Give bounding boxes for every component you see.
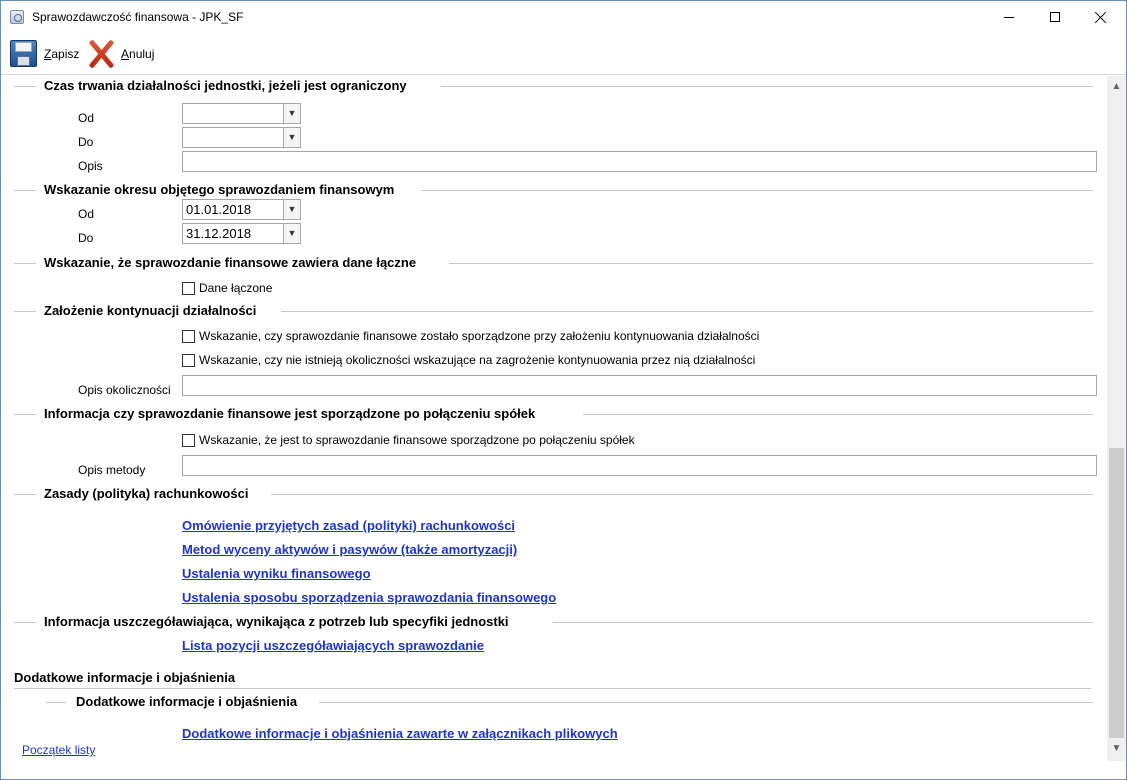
period-from-combo[interactable]: 01.01.2018 ▼: [182, 199, 301, 220]
minimize-icon: [1004, 17, 1014, 18]
policy-link-valuation[interactable]: Metod wyceny aktywów i pasywów (także amortyzacji): [182, 542, 518, 557]
chevron-down-icon[interactable]: ▼: [283, 224, 300, 243]
additional-heading: Dodatkowe informacje i objaśnienia: [14, 670, 236, 685]
maximize-button[interactable]: [1032, 1, 1078, 33]
chevron-down-icon[interactable]: ▼: [283, 128, 300, 147]
duration-desc-label: Opis: [78, 159, 103, 173]
continuation-checkbox-1[interactable]: [182, 330, 195, 343]
period-to-combo[interactable]: 31.12.2018 ▼: [182, 223, 301, 244]
section-title: Zasady (polityka) rachunkowości: [44, 486, 258, 501]
section-title: Czas trwania działalności jednostki, jeżeli jest ograniczony: [44, 78, 417, 93]
save-label: Zapisz: [44, 47, 80, 61]
policy-link-preparation[interactable]: Ustalenia sposobu sporządzenia sprawozdania finansowego: [182, 590, 557, 605]
chevron-down-icon[interactable]: ▼: [283, 200, 300, 219]
checkbox-label: Dane łączone: [199, 281, 273, 295]
section-specific: [1, 614, 1107, 630]
continuation-desc-label: Opis okoliczności: [78, 383, 171, 397]
period-from-label: Od: [78, 207, 95, 221]
duration-to-label: Do: [78, 135, 94, 149]
chevron-down-icon[interactable]: ▼: [283, 104, 300, 123]
section-title: Dodatkowe informacje i objaśnienia: [76, 694, 307, 709]
section-title: Założenie kontynuacji działalności: [44, 303, 266, 318]
section-duration: [1, 78, 1107, 94]
additional-link-attachments[interactable]: Dodatkowe informacje i objaśnienia zawarte w załącznikach plikowych: [182, 726, 618, 741]
title-bar: [1, 1, 1126, 33]
scroll-thumb[interactable]: [1109, 448, 1124, 738]
section-title: Informacja uszczegóławiająca, wynikająca z potrzeb lub specyfiki jednostki: [44, 614, 519, 629]
section-title: Wskazanie okresu objętego sprawozdaniem finansowym: [44, 182, 404, 197]
section-merger: [1, 406, 1107, 422]
checkbox-label: Wskazanie, że jest to sprawozdanie finansowe sporządzone po połączeniu spółek: [199, 433, 635, 447]
section-title: Informacja czy sprawozdanie finansowe jest sporządzone po połączeniu spółek: [44, 406, 545, 421]
merger-desc-label: Opis metody: [78, 463, 146, 477]
duration-desc-input[interactable]: [182, 151, 1097, 172]
minimize-button[interactable]: [986, 1, 1032, 33]
section-title: Wskazanie, że sprawozdanie finansowe zawiera dane łączne: [44, 255, 426, 270]
duration-to-combo[interactable]: [182, 127, 301, 148]
scroll-down-icon[interactable]: ▼: [1111, 743, 1122, 754]
continuation-checkbox-2[interactable]: [182, 354, 195, 367]
save-button[interactable]: [9, 39, 79, 69]
close-button[interactable]: [1078, 1, 1124, 33]
merger-checkbox-row[interactable]: [182, 432, 635, 448]
duration-from-combo[interactable]: [182, 103, 301, 124]
cancel-x-icon: [85, 39, 117, 69]
continuation-desc-input[interactable]: [182, 375, 1097, 396]
maximize-icon: [1050, 12, 1060, 22]
window-title: Sprawozdawczość finansowa - JPK_SF: [32, 10, 244, 24]
app-icon: [10, 10, 24, 24]
merger-checkbox[interactable]: [182, 434, 195, 447]
section-combined: [1, 255, 1107, 271]
checkbox-label: Wskazanie, czy sprawozdanie finansowe zostało sporządzone przy założeniu kontynuowania działalności: [199, 329, 760, 343]
merger-desc-input[interactable]: [182, 455, 1097, 476]
form-content: [1, 76, 1107, 761]
continuation-checkbox-row-2[interactable]: [182, 352, 755, 368]
close-icon: [1095, 11, 1107, 23]
specific-link-list[interactable]: Lista pozycji uszczegóławiających sprawozdanie: [182, 638, 484, 653]
combined-checkbox-row[interactable]: [182, 280, 272, 296]
checkbox-label: Wskazanie, czy nie istnieją okoliczności wskazujące na zagrożenie kontynuowania przez nią działalności: [199, 353, 756, 367]
section-continuation: [1, 303, 1107, 319]
top-of-list-link[interactable]: Początek listy: [22, 743, 96, 757]
policy-link-principles[interactable]: Omówienie przyjętych zasad (polityki) rachunkowości: [182, 518, 516, 533]
section-policy: [1, 486, 1107, 502]
toolbar: [1, 33, 1126, 75]
combined-checkbox[interactable]: [182, 282, 195, 295]
vertical-scrollbar[interactable]: [1107, 76, 1126, 761]
scroll-up-icon[interactable]: ▲: [1111, 81, 1122, 92]
period-to-label: Do: [78, 231, 94, 245]
policy-link-result[interactable]: Ustalenia wyniku finansowego: [182, 566, 371, 581]
duration-from-label: Od: [78, 111, 95, 125]
divider: [14, 688, 1091, 689]
section-additional: [1, 694, 1107, 710]
continuation-checkbox-row-1[interactable]: [182, 328, 759, 344]
section-period: [1, 182, 1107, 198]
cancel-label: Anuluj: [121, 47, 155, 61]
floppy-disk-icon: [9, 39, 39, 69]
cancel-button[interactable]: [85, 39, 154, 69]
